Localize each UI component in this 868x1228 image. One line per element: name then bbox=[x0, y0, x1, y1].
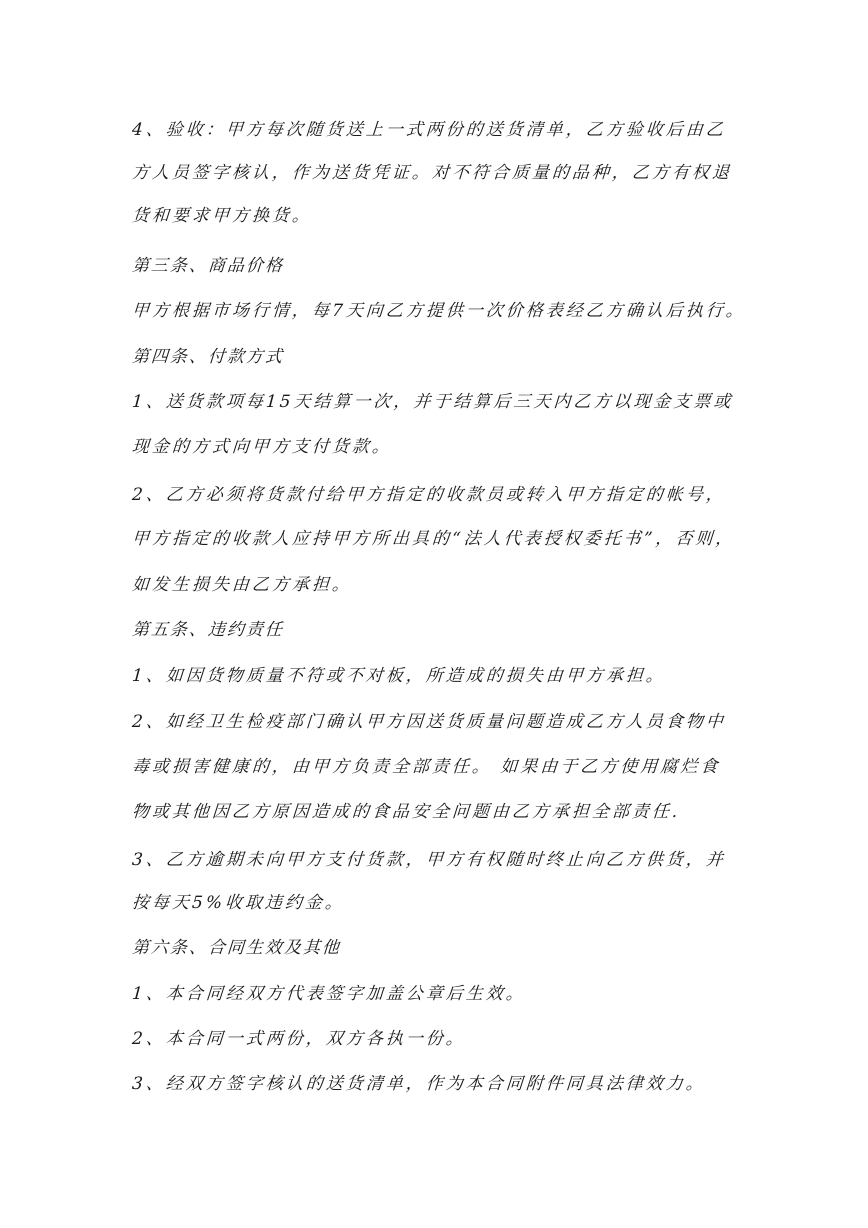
text-line: 3、乙方逾期未向甲方支付货款，甲方有权随时终止向乙方供货，并 bbox=[131, 850, 727, 870]
text-line: 如发生损失由乙方承担。 bbox=[131, 575, 353, 595]
section-heading: 第三条、商品价格 bbox=[131, 256, 285, 276]
text-line: 2、乙方必须将货款付给甲方指定的收款员或转入甲方指定的帐号， bbox=[131, 485, 727, 505]
text-line: 3、经双方签字核认的送货清单，作为本合同附件同具法律效力。 bbox=[131, 1074, 707, 1094]
text-line: 2、如经卫生检疫部门确认甲方因送货质量问题造成乙方人员食物中 bbox=[131, 712, 727, 732]
text-line: 4、验收：甲方每次随货送上一式两份的送货清单，乙方验收后由乙 bbox=[131, 120, 727, 140]
text-line: 方人员签字核认，作为送货凭证。对不符合质量的品种，乙方有权退 bbox=[131, 163, 733, 183]
text-line: 毒或损害健康的，由甲方负责全部责任。 如果由于乙方使用腐烂食 bbox=[131, 757, 722, 777]
text-line: 现金的方式向甲方支付货款。 bbox=[131, 437, 393, 457]
section-heading: 第五条、违约责任 bbox=[131, 620, 285, 640]
text-line: 1、如因货物质量不符或不对板，所造成的损失由甲方承担。 bbox=[131, 666, 667, 686]
text-line: 1、本合同经双方代表签字加盖公章后生效。 bbox=[131, 984, 527, 1004]
text-line: 物或其他因乙方原因造成的食品安全问题由乙方承担全部责任. bbox=[131, 802, 682, 822]
section-heading: 第四条、付款方式 bbox=[131, 347, 285, 367]
text-line: 2、本合同一式两份，双方各执一份。 bbox=[131, 1029, 467, 1049]
text-line: 甲方根据市场行情，每7天向乙方提供一次价格表经乙方确认后执行。 bbox=[131, 301, 747, 321]
text-line: 按每天5%收取违约金。 bbox=[131, 893, 346, 913]
section-heading: 第六条、合同生效及其他 bbox=[131, 938, 342, 958]
text-line: 1、送货款项每15天结算一次，并于结算后三天内乙方以现金支票或 bbox=[131, 392, 735, 412]
text-line: 货和要求甲方换货。 bbox=[131, 206, 313, 226]
text-line: 甲方指定的收款人应持甲方所出具的“法人代表授权委托书”，否则， bbox=[131, 529, 737, 549]
